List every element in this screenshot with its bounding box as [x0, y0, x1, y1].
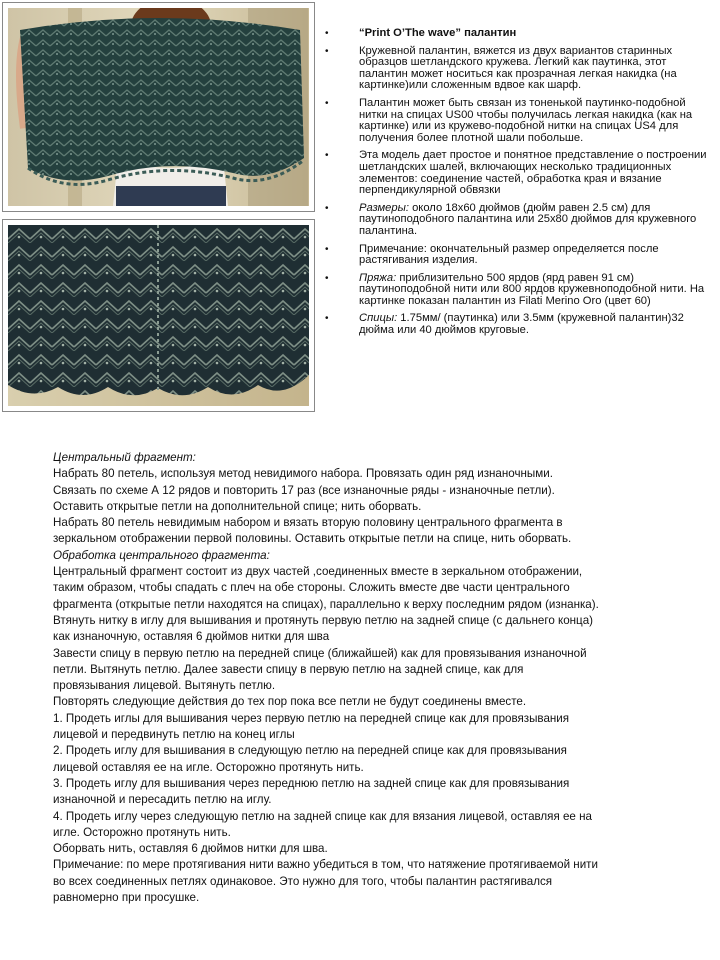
instruction-line: 1. Продеть иглы для вышивания через первую петлю на передней спице как для провязывания — [53, 711, 570, 725]
list-item — [325, 203, 715, 238]
list-item — [325, 244, 715, 267]
description-text: Кружевной палантин, вяжется из двух вариантов старинных образцов шетландского кружева. Легкий как паутинка, этот палантин может носиться как прозрачная легкая накидка (на картинке)или сложенным вдвое как шарф. — [359, 44, 677, 92]
instruction-line: лицевой и передвинуть петлю на конец иглы — [53, 728, 295, 742]
instruction-line: Набрать 80 петель невидимым набором и вязать вторую половину центрального фрагмента в — [53, 516, 563, 530]
bullet-icon: • — [325, 28, 329, 39]
list-item — [325, 313, 715, 336]
list-item — [325, 150, 715, 196]
instruction-line: провязывания лицевой. Вытянуть петлю. — [53, 679, 276, 693]
instruction-line: зеркальном отображении первой половины. Оставить открытые петли на спице, нить оборвать. — [53, 532, 572, 546]
bullet-icon: • — [325, 150, 329, 162]
list-item — [325, 98, 715, 144]
instruction-line: как изнаночную, оставляя 6 дюймов нитки для шва — [53, 630, 330, 644]
yarn-options-text: Палантин может быть связан из тоненькой паутинко-подобной нитки на спицах US00 чтобы получилась легкая накидка (как на картинке) или из кружево-подобной нитки на спицах US4 для получения более плотной шали побольше. — [359, 96, 693, 144]
instruction-line: 4. Продеть иглу через следующую петлю на задней спице как для вязания лицевой, оставляя ее на — [53, 809, 592, 823]
instruction-line: лицевой оставляя ее на игле. Осторожно протянуть нить. — [53, 760, 364, 774]
instruction-line: Втянуть нитку в иглу для вышивания и протянуть первую петлю на задней спице (с дальнего конца) — [53, 613, 593, 627]
instruction-line: равномерно при просушке. — [53, 891, 200, 905]
yarn-label: Пряжа: — [359, 271, 397, 284]
stole-worn-image — [8, 8, 309, 206]
section-heading: Обработка центрального фрагмента: — [53, 548, 270, 562]
instruction-line: Центральный фрагмент состоит из двух частей ,соединенных вместе в зеркальном отображении, — [53, 565, 583, 579]
instruction-line: фрагмента (открытые петли находятся на спицах), параллельно к верху последним рядом (изнанка). — [53, 597, 599, 611]
instruction-line: Связать по схеме А 12 рядов и повторить 17 раз (все изнаночные ряды - изнаночные петли). — [53, 483, 555, 497]
instruction-line: игле. Осторожно протянуть нить. — [53, 825, 231, 839]
instruction-line: во всех соединенных петлях одинаковое. Это нужно для того, чтобы палантин растягивался — [53, 874, 553, 888]
instruction-line: Оборвать нить, оставляя 6 дюймов нитки для шва. — [53, 842, 328, 856]
instruction-line: петли. Вытянуть петлю. Далее завести спицу в первую петлю на задней спице, как для — [53, 662, 524, 676]
needles-text: 1.75мм/ (паутинка) или 3.5мм (кружевной палантин)32 дюйма или 40 дюймов круговые. — [359, 312, 684, 337]
construction-text: Эта модель дает простое и понятное представление о построении шетландских шалей, включающих несколько традиционных элементов: соединение частей, обработка края и вязание перпендикулярной обвязки — [359, 149, 707, 197]
sizes-label: Размеры: — [359, 201, 409, 214]
needles-label: Спицы: — [359, 312, 398, 325]
sizes-text: около 18х60 дюймов (дюйм равен 2.5 см) для паутиноподобного палантина или 25х80 дюймов для кружевного палантина. — [359, 201, 697, 237]
bullet-icon: • — [325, 45, 329, 57]
list-item — [325, 28, 715, 40]
instruction-line: 3. Продеть иглу для вышивания через переднюю петлю на задней спице как для провязывания — [53, 776, 570, 790]
instructions-body — [53, 450, 693, 906]
note-text: Примечание: окончательный размер определяется после растягивания изделия. — [359, 242, 659, 267]
instruction-line: Завести спицу в первую петлю на передней спице (ближайшей) как для провязывания изнаночной — [53, 646, 587, 660]
instruction-line: 2. Продеть иглу для вышивания в следующую петлю на передней спице как для провязывания — [53, 744, 567, 758]
yarn-text: приблизительно 500 ярдов (ярд равен 91 см) паутиноподобной нити или 800 ярдов кружевноподобной нити. На картинке показан палантин из Filati Merino Oro (цвет 60) — [359, 271, 705, 307]
instruction-line: Оставить открытые петли на дополнительной спице; нить оборвать. — [53, 499, 422, 513]
bullet-icon: • — [325, 313, 329, 325]
instruction-line: таким образом, чтобы спадать с плеч на обе стороны. Сложить вместе две части центрального — [53, 581, 570, 595]
bullet-icon: • — [325, 202, 329, 214]
instruction-line: Набрать 80 петель, используя метод невидимого набора. Провязать один ряд изнаночными. — [53, 467, 553, 481]
instruction-line: изнаночной и пересадить петлю на иглу. — [53, 793, 272, 807]
bullet-icon: • — [325, 272, 329, 284]
bullet-icon: • — [325, 243, 329, 255]
instruction-line: Примечание: по мере протягивания нити важно убедиться в том, что натяжение протягиваемой нити — [53, 858, 598, 872]
pattern-summary-list — [325, 28, 715, 343]
lace-closeup-image — [8, 225, 309, 406]
instruction-line: Повторять следующие действия до тех пор пока все петли не будут соединены вместе. — [53, 695, 527, 709]
list-item — [325, 46, 715, 92]
pattern-title: “Print O’The wave” палантин — [359, 27, 517, 39]
stole-photo-worn — [2, 2, 315, 212]
bullet-icon: • — [325, 97, 329, 109]
list-item — [325, 273, 715, 308]
section-heading: Центральный фрагмент: — [53, 451, 196, 464]
lace-closeup-photo — [2, 219, 315, 412]
